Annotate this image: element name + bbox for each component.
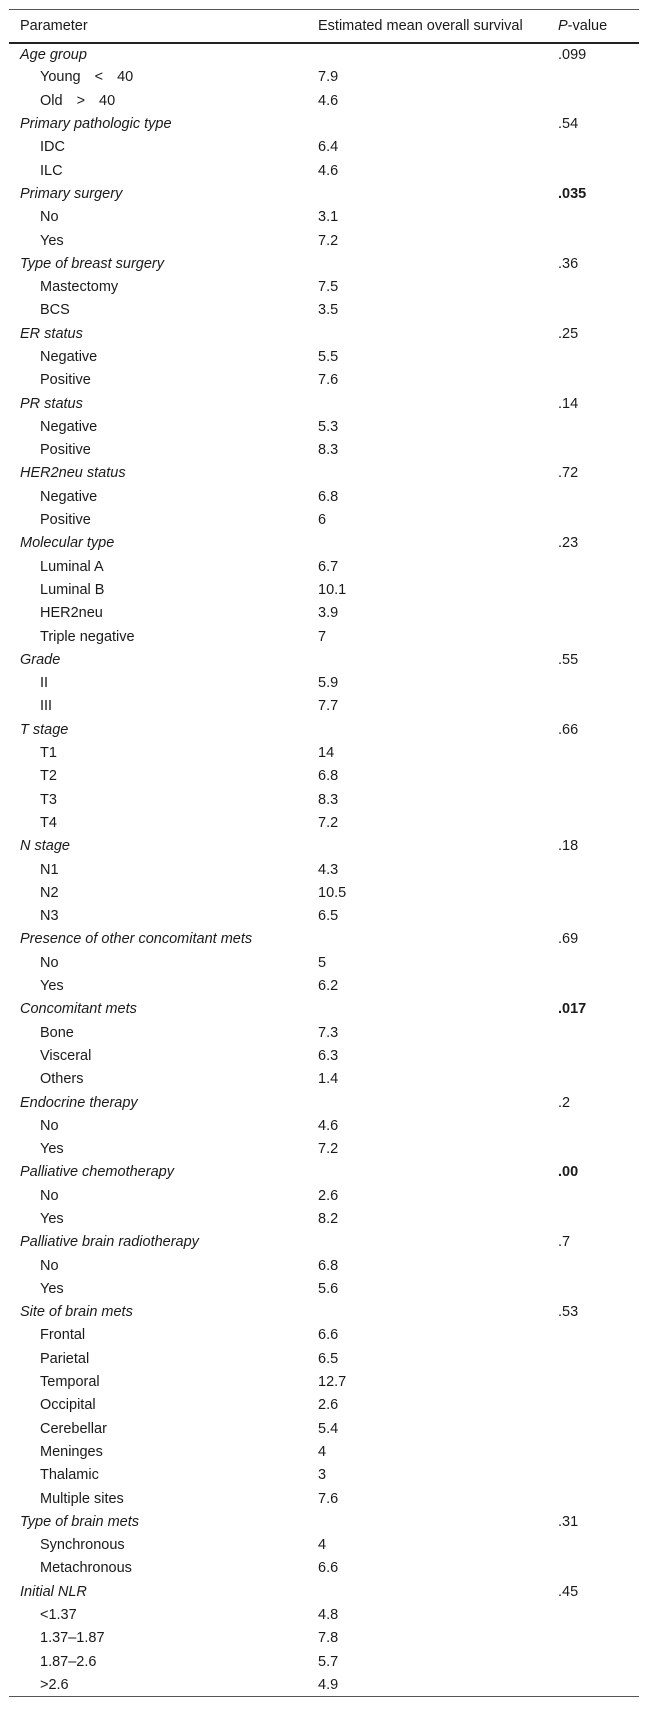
group-row-t-stage bbox=[9, 718, 639, 741]
group-value-empty bbox=[309, 252, 555, 275]
row-pvalue-empty bbox=[555, 159, 639, 182]
row-label: Triple negative bbox=[40, 628, 135, 645]
group-pvalue: .7 bbox=[558, 1234, 571, 1251]
group-value-empty bbox=[309, 182, 555, 205]
row-label: No bbox=[40, 1257, 59, 1274]
row-pvalue-empty bbox=[555, 136, 639, 159]
row-survival: 3.1 bbox=[318, 209, 339, 226]
row-survival: 4.6 bbox=[318, 1117, 339, 1134]
row-survival: 6.5 bbox=[318, 908, 339, 925]
table-row bbox=[9, 881, 639, 904]
table-row bbox=[9, 299, 639, 322]
table-row bbox=[9, 625, 639, 648]
group-value-empty bbox=[309, 392, 555, 415]
row-label: Multiple sites bbox=[40, 1490, 124, 1507]
age-young-label: Young bbox=[40, 69, 81, 86]
row-label: Bone bbox=[40, 1024, 74, 1041]
table-row bbox=[9, 1650, 639, 1673]
row-label: No bbox=[40, 1187, 59, 1204]
row-label: No bbox=[40, 954, 59, 971]
group-row-endocrine-therapy bbox=[9, 1091, 639, 1114]
row-survival: 6.8 bbox=[318, 488, 339, 505]
row-survival: 3 bbox=[318, 1467, 327, 1484]
row-survival: 4.8 bbox=[318, 1607, 339, 1624]
header-pvalue-p: P bbox=[558, 17, 568, 34]
table-row bbox=[9, 765, 639, 788]
group-label: Concomitant mets bbox=[20, 1001, 137, 1018]
table-row bbox=[9, 1137, 639, 1160]
table-row bbox=[9, 788, 639, 811]
group-pvalue: .14 bbox=[558, 395, 579, 412]
row-pvalue-empty bbox=[555, 1044, 639, 1067]
row-survival: 7 bbox=[318, 628, 327, 645]
table-row bbox=[9, 811, 639, 834]
row-label: Positive bbox=[40, 372, 91, 389]
group-row-n-stage bbox=[9, 835, 639, 858]
row-pvalue-empty bbox=[555, 1534, 639, 1557]
table-row bbox=[9, 345, 639, 368]
row-survival: 4.3 bbox=[318, 861, 339, 878]
row-label: Yes bbox=[40, 232, 64, 249]
row-label: Negative bbox=[40, 488, 98, 505]
group-value-empty bbox=[309, 1161, 555, 1184]
row-pvalue-empty bbox=[555, 89, 639, 112]
row-label: Occipital bbox=[40, 1397, 96, 1414]
group-label: Type of breast surgery bbox=[20, 255, 164, 272]
row-survival: 6.7 bbox=[318, 558, 339, 575]
table-row bbox=[9, 159, 639, 182]
group-value-empty bbox=[309, 835, 555, 858]
row-label: Yes bbox=[40, 1280, 64, 1297]
row-pvalue-empty bbox=[555, 345, 639, 368]
group-pvalue: .54 bbox=[558, 116, 579, 133]
row-survival: 12.7 bbox=[318, 1374, 347, 1391]
row-survival: 6.6 bbox=[318, 1560, 339, 1577]
row-survival: 4 bbox=[318, 1537, 327, 1554]
table-row bbox=[9, 1673, 639, 1696]
row-pvalue-empty bbox=[555, 1184, 639, 1207]
row-pvalue-empty bbox=[555, 415, 639, 438]
group-value-empty bbox=[309, 998, 555, 1021]
group-value-empty bbox=[309, 1091, 555, 1114]
row-label: Yes bbox=[40, 978, 64, 995]
table-header-row bbox=[9, 10, 639, 43]
table-row bbox=[9, 415, 639, 438]
group-label: PR status bbox=[20, 395, 83, 412]
header-pvalue bbox=[555, 10, 639, 43]
group-row-initial-nlr bbox=[9, 1580, 639, 1603]
row-pvalue-empty bbox=[555, 672, 639, 695]
row-pvalue-empty bbox=[555, 1603, 639, 1626]
row-pvalue-empty bbox=[555, 1440, 639, 1463]
table-row bbox=[9, 1627, 639, 1650]
row-label bbox=[9, 66, 309, 89]
row-label: Temporal bbox=[40, 1374, 100, 1391]
row-pvalue-empty bbox=[555, 1324, 639, 1347]
table-row bbox=[9, 1277, 639, 1300]
age-old-label: Old bbox=[40, 92, 63, 109]
group-pvalue: .18 bbox=[558, 838, 579, 855]
row-pvalue-empty bbox=[555, 1673, 639, 1696]
group-pvalue: .017 bbox=[558, 1001, 587, 1018]
table-row bbox=[9, 602, 639, 625]
group-pvalue: .45 bbox=[558, 1583, 579, 1600]
group-pvalue: .00 bbox=[558, 1164, 579, 1181]
group-pvalue: .25 bbox=[558, 325, 579, 342]
row-label: N2 bbox=[40, 884, 59, 901]
group-row-molecular-type bbox=[9, 532, 639, 555]
group-value-empty bbox=[309, 322, 555, 345]
group-value-empty bbox=[309, 1510, 555, 1533]
group-pvalue: .53 bbox=[558, 1304, 579, 1321]
table-row bbox=[9, 1347, 639, 1370]
survival-table bbox=[9, 9, 639, 1697]
group-row-type-of-brain-mets bbox=[9, 1510, 639, 1533]
row-survival: 5.4 bbox=[318, 1420, 339, 1437]
age-old-threshold: 40 bbox=[99, 92, 116, 109]
row-label: T2 bbox=[40, 768, 57, 785]
group-label: Presence of other concomitant mets bbox=[20, 931, 253, 948]
row-pvalue-empty bbox=[555, 858, 639, 881]
row-label: <1.37 bbox=[40, 1607, 77, 1624]
row-label: N3 bbox=[40, 908, 59, 925]
row-pvalue-empty bbox=[555, 788, 639, 811]
table-row bbox=[9, 369, 639, 392]
row-survival: 5.9 bbox=[318, 675, 339, 692]
row-survival: 5 bbox=[318, 954, 327, 971]
group-label: Palliative brain radiotherapy bbox=[20, 1234, 199, 1251]
row-survival: 7.2 bbox=[318, 232, 339, 249]
row-label: Parietal bbox=[40, 1350, 90, 1367]
row-label: T3 bbox=[40, 791, 57, 808]
table-row bbox=[9, 1324, 639, 1347]
row-survival: 4.9 bbox=[309, 1673, 555, 1696]
row-pvalue-empty bbox=[555, 1137, 639, 1160]
row-label: Yes bbox=[40, 1210, 64, 1227]
group-label: Primary surgery bbox=[20, 185, 123, 202]
row-pvalue-empty bbox=[555, 904, 639, 927]
row-survival: 5.3 bbox=[318, 418, 339, 435]
table-row bbox=[9, 741, 639, 764]
group-row-palliative-brain-radiotherapy bbox=[9, 1231, 639, 1254]
row-pvalue-empty bbox=[555, 765, 639, 788]
group-row-her2neu-status bbox=[9, 462, 639, 485]
row-survival: 8.2 bbox=[318, 1210, 339, 1227]
row-label: T4 bbox=[40, 814, 57, 831]
group-label: HER2neu status bbox=[20, 465, 126, 482]
row-survival: 6.8 bbox=[318, 1257, 339, 1274]
row-survival: 6.8 bbox=[318, 768, 339, 785]
table-row bbox=[9, 66, 639, 89]
group-value-empty bbox=[309, 718, 555, 741]
row-label: III bbox=[40, 698, 53, 715]
table-row bbox=[9, 1487, 639, 1510]
row-label: ILC bbox=[40, 162, 63, 179]
row-survival: 4.6 bbox=[318, 162, 339, 179]
row-pvalue-empty bbox=[555, 439, 639, 462]
row-survival: 1.4 bbox=[318, 1071, 339, 1088]
group-row-age-group bbox=[9, 43, 639, 66]
header-pvalue-suffix: -value bbox=[567, 17, 608, 34]
table-row bbox=[9, 1464, 639, 1487]
row-pvalue-empty bbox=[555, 1068, 639, 1091]
group-pvalue: .69 bbox=[558, 931, 579, 948]
row-survival: 7.8 bbox=[318, 1630, 339, 1647]
table-row bbox=[9, 555, 639, 578]
group-row-primary-surgery bbox=[9, 182, 639, 205]
table-row bbox=[9, 1207, 639, 1230]
row-pvalue-empty bbox=[555, 66, 639, 89]
row-pvalue-empty bbox=[555, 1347, 639, 1370]
row-pvalue-empty bbox=[555, 695, 639, 718]
row-pvalue-empty bbox=[555, 578, 639, 601]
table-row bbox=[9, 1184, 639, 1207]
row-pvalue-empty bbox=[555, 206, 639, 229]
table-body bbox=[9, 43, 639, 1697]
group-label: Site of brain mets bbox=[20, 1304, 133, 1321]
table-row bbox=[9, 858, 639, 881]
row-pvalue-empty bbox=[555, 1394, 639, 1417]
survival-table-container bbox=[9, 9, 639, 1697]
group-pvalue: .55 bbox=[558, 651, 579, 668]
row-label: Thalamic bbox=[40, 1467, 99, 1484]
row-survival: 8.3 bbox=[318, 442, 339, 459]
group-label: Type of brain mets bbox=[20, 1513, 140, 1530]
row-label: Luminal B bbox=[40, 581, 105, 598]
table-row bbox=[9, 1254, 639, 1277]
row-label: Positive bbox=[40, 442, 91, 459]
group-pvalue: .31 bbox=[558, 1513, 579, 1530]
age-young-threshold: 40 bbox=[117, 69, 134, 86]
row-label: 1.87–2.6 bbox=[40, 1653, 97, 1670]
group-pvalue: .66 bbox=[558, 721, 579, 738]
row-pvalue-empty bbox=[555, 1487, 639, 1510]
group-pvalue: .72 bbox=[558, 465, 579, 482]
group-row-er-status bbox=[9, 322, 639, 345]
row-label: II bbox=[40, 675, 49, 692]
group-value-empty bbox=[309, 648, 555, 671]
row-pvalue-empty bbox=[555, 1370, 639, 1393]
group-label: Grade bbox=[20, 651, 61, 668]
row-label: Meninges bbox=[40, 1443, 103, 1460]
row-pvalue-empty bbox=[555, 1114, 639, 1137]
row-label: No bbox=[40, 209, 59, 226]
group-value-empty bbox=[309, 1231, 555, 1254]
row-label: Mastectomy bbox=[40, 279, 119, 296]
row-label: Synchronous bbox=[40, 1537, 125, 1554]
table-row bbox=[9, 439, 639, 462]
table-row bbox=[9, 1068, 639, 1091]
row-survival: 7.3 bbox=[318, 1024, 339, 1041]
row-survival: 2.6 bbox=[318, 1187, 339, 1204]
row-label: Yes bbox=[40, 1141, 64, 1158]
table-row bbox=[9, 1417, 639, 1440]
age-old-operator: > bbox=[76, 92, 86, 109]
row-survival: 5.6 bbox=[318, 1280, 339, 1297]
table-row bbox=[9, 904, 639, 927]
row-survival: 6 bbox=[318, 512, 327, 529]
group-label: Primary pathologic type bbox=[20, 116, 172, 133]
table-row bbox=[9, 1557, 639, 1580]
row-survival: 10.5 bbox=[318, 884, 347, 901]
group-value-empty bbox=[309, 1301, 555, 1324]
row-survival: 7.7 bbox=[318, 698, 339, 715]
table-row bbox=[9, 1534, 639, 1557]
table-row bbox=[9, 974, 639, 997]
group-pvalue: .035 bbox=[558, 185, 587, 202]
row-survival: 7.2 bbox=[318, 1141, 339, 1158]
row-survival: 4.6 bbox=[318, 92, 339, 109]
table-row bbox=[9, 136, 639, 159]
header-survival: Estimated mean overall survival bbox=[309, 10, 555, 43]
group-label: Palliative chemotherapy bbox=[20, 1164, 174, 1181]
row-label: Negative bbox=[40, 418, 98, 435]
row-label: Luminal A bbox=[40, 558, 104, 575]
table-row bbox=[9, 578, 639, 601]
row-label: >2.6 bbox=[9, 1673, 309, 1696]
group-row-primary-pathologic-type bbox=[9, 112, 639, 135]
group-value-empty bbox=[309, 43, 555, 66]
group-row-grade bbox=[9, 648, 639, 671]
row-survival: 3.9 bbox=[318, 605, 339, 622]
table-row bbox=[9, 1394, 639, 1417]
group-value-empty bbox=[309, 462, 555, 485]
row-survival: 5.7 bbox=[318, 1653, 339, 1670]
row-label: Positive bbox=[40, 512, 91, 529]
table-row bbox=[9, 695, 639, 718]
group-row-concomitant-mets bbox=[9, 998, 639, 1021]
group-pvalue: .099 bbox=[558, 46, 587, 63]
row-survival: 2.6 bbox=[318, 1397, 339, 1414]
row-pvalue-empty bbox=[555, 1277, 639, 1300]
row-pvalue-empty bbox=[555, 1557, 639, 1580]
row-label: Frontal bbox=[40, 1327, 86, 1344]
row-survival: 14 bbox=[318, 745, 335, 762]
row-label: Cerebellar bbox=[40, 1420, 107, 1437]
row-label: Negative bbox=[40, 349, 98, 365]
row-survival: 7.9 bbox=[318, 69, 339, 86]
row-label: Others bbox=[40, 1071, 84, 1088]
table-row bbox=[9, 89, 639, 112]
group-row-palliative-chemotherapy bbox=[9, 1161, 639, 1184]
group-label: Molecular type bbox=[20, 535, 115, 552]
row-survival: 6.3 bbox=[318, 1047, 339, 1064]
row-survival: 10.1 bbox=[318, 581, 347, 598]
row-pvalue-empty bbox=[555, 1464, 639, 1487]
row-survival: 6.4 bbox=[318, 139, 339, 156]
row-label: BCS bbox=[40, 302, 70, 319]
age-young-operator: < bbox=[94, 69, 104, 86]
table-row bbox=[9, 1114, 639, 1137]
row-survival: 3.5 bbox=[318, 302, 339, 319]
row-survival: 6.5 bbox=[318, 1350, 339, 1367]
group-row-site-of-brain-mets bbox=[9, 1301, 639, 1324]
row-label: No bbox=[40, 1117, 59, 1134]
group-label: N stage bbox=[20, 838, 70, 855]
group-pvalue: .23 bbox=[558, 535, 579, 552]
table-row bbox=[9, 485, 639, 508]
row-pvalue-empty bbox=[555, 1254, 639, 1277]
row-pvalue-empty bbox=[555, 229, 639, 252]
row-survival: 6.6 bbox=[318, 1327, 339, 1344]
row-pvalue-empty bbox=[555, 625, 639, 648]
row-label: T1 bbox=[40, 745, 57, 762]
group-label: Initial NLR bbox=[20, 1583, 87, 1600]
row-pvalue-empty bbox=[555, 1417, 639, 1440]
table-row bbox=[9, 672, 639, 695]
group-label: T stage bbox=[20, 721, 69, 738]
row-pvalue-empty bbox=[555, 555, 639, 578]
row-pvalue-empty bbox=[555, 1650, 639, 1673]
group-row-type-of-breast-surgery bbox=[9, 252, 639, 275]
row-pvalue-empty bbox=[555, 741, 639, 764]
row-pvalue-empty bbox=[555, 275, 639, 298]
row-pvalue-empty bbox=[555, 974, 639, 997]
table-row bbox=[9, 508, 639, 531]
group-value-empty bbox=[309, 928, 555, 951]
row-pvalue-empty bbox=[555, 1627, 639, 1650]
row-survival: 6.2 bbox=[318, 978, 339, 995]
row-survival: 8.3 bbox=[318, 791, 339, 808]
group-pvalue: .36 bbox=[558, 255, 579, 272]
row-pvalue-empty bbox=[555, 881, 639, 904]
row-pvalue-empty bbox=[555, 1021, 639, 1044]
row-label: Visceral bbox=[40, 1047, 92, 1064]
header-parameter: Parameter bbox=[9, 10, 309, 43]
group-label: Endocrine therapy bbox=[20, 1094, 138, 1111]
row-survival: 4 bbox=[318, 1443, 327, 1460]
group-row-presence-of-other-concomitant-mets bbox=[9, 928, 639, 951]
row-pvalue-empty bbox=[555, 951, 639, 974]
group-pvalue: .2 bbox=[558, 1094, 571, 1111]
table-row bbox=[9, 1044, 639, 1067]
row-pvalue-empty bbox=[555, 299, 639, 322]
table-row bbox=[9, 951, 639, 974]
row-survival: 7.5 bbox=[318, 279, 339, 296]
row-label: 1.37–1.87 bbox=[40, 1630, 105, 1647]
group-row-pr-status bbox=[9, 392, 639, 415]
row-survival: 7.6 bbox=[318, 1490, 339, 1507]
row-survival: 7.6 bbox=[318, 372, 339, 389]
table-row bbox=[9, 229, 639, 252]
group-value-empty bbox=[309, 112, 555, 135]
row-label: HER2neu bbox=[40, 605, 103, 622]
row-pvalue-empty bbox=[555, 369, 639, 392]
table-row bbox=[9, 1603, 639, 1626]
table-row bbox=[9, 206, 639, 229]
table-row bbox=[9, 1021, 639, 1044]
group-label: ER status bbox=[20, 325, 83, 342]
row-label: IDC bbox=[40, 139, 65, 156]
row-survival: 5.5 bbox=[318, 349, 339, 365]
table-row bbox=[9, 1440, 639, 1463]
group-value-empty bbox=[309, 532, 555, 555]
table-row bbox=[9, 1370, 639, 1393]
group-label: Age group bbox=[20, 46, 87, 63]
row-pvalue-empty bbox=[555, 508, 639, 531]
row-label bbox=[9, 89, 309, 112]
group-value-empty bbox=[309, 1580, 555, 1603]
row-label: Metachronous bbox=[40, 1560, 132, 1577]
row-pvalue-empty bbox=[555, 811, 639, 834]
row-survival: 7.2 bbox=[318, 814, 339, 831]
row-pvalue-empty bbox=[555, 485, 639, 508]
row-label: N1 bbox=[40, 861, 59, 878]
row-pvalue-empty bbox=[555, 1207, 639, 1230]
table-row bbox=[9, 275, 639, 298]
row-pvalue-empty bbox=[555, 602, 639, 625]
